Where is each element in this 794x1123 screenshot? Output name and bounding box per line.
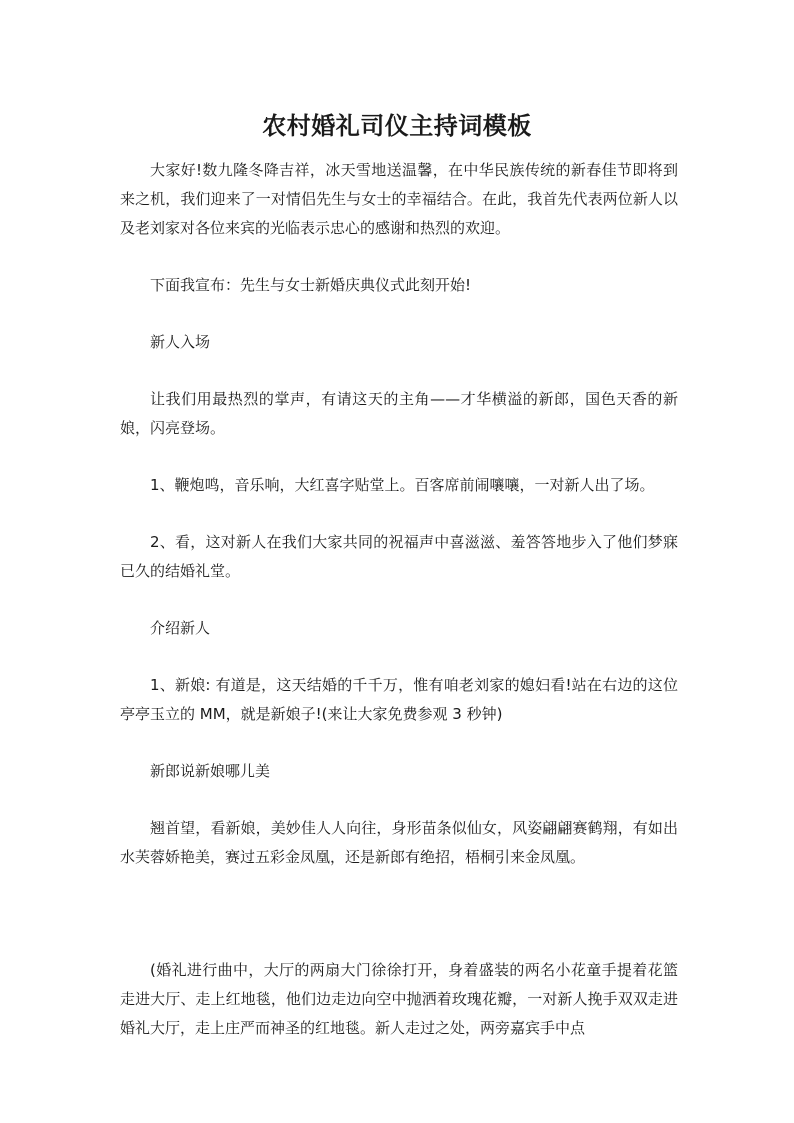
paragraph-spacer — [120, 729, 678, 757]
paragraph-entrance-invite: 让我们用最热烈的掌声，有请这天的主角——才华横溢的新郎，国色天香的新娘，闪亮登场。 — [120, 390, 678, 437]
paragraph-entrance-2: 2、看，这对新人在我们大家共同的祝福声中喜滋滋、羞答答地步入了他们梦寐已久的结婚礼堂。 — [120, 533, 678, 580]
paragraph-spacer — [120, 586, 678, 614]
paragraph-spacer — [120, 786, 678, 814]
section-heading-introduction: 介绍新人 — [150, 619, 211, 637]
paragraph-entrance-1: 1、鞭炮鸣，音乐响，大红喜字贴堂上。百客席前闹嚷嚷，一对新人出了场。 — [150, 476, 655, 494]
paragraph-spacer — [120, 643, 678, 671]
paragraph-spacer-large — [120, 872, 678, 956]
section-heading-groom-praise: 新郎说新娘哪儿美 — [150, 762, 271, 780]
paragraph-spacer — [120, 500, 678, 528]
paragraph-spacer — [120, 243, 678, 271]
paragraph-spacer — [120, 357, 678, 385]
paragraph-spacer — [120, 300, 678, 328]
paragraph-announcement: 下面我宣布：先生与女士新婚庆典仪式此刻开始! — [150, 276, 472, 294]
paragraph-ceremony-march: (婚礼进行曲中，大厅的两扇大门徐徐打开，身着盛装的两名小花童手提着花篮走进大厅、走上红地毯，他们边走边向空中抛洒着玫瑰花瓣，一对新人挽手双双走进婚礼大厅，走上庄严而神圣的红地毯。新人走过之处，两旁嘉宾手中点 — [120, 961, 678, 1037]
paragraph-spacer — [120, 443, 678, 471]
paragraph-greeting: 大家好!数九隆冬降吉祥，冰天雪地送温馨，在中华民族传统的新春佳节即将到来之机，我们迎来了一对情侣先生与女士的幸福结合。在此，我首先代表两位新人以及老刘家对各位来宾的光临表示忠心的感谢和热烈的欢迎。 — [120, 161, 678, 237]
section-heading-entrance: 新人入场 — [150, 333, 211, 351]
document-title: 农村婚礼司仪主持词模板 — [262, 112, 532, 140]
paragraph-bride-praise: 翘首望，看新娘，美妙佳人人向往，身形苗条似仙女，风姿翩翩赛鹤翔，有如出水芙蓉娇艳美，赛过五彩金凤凰，还是新郎有绝招，梧桐引来金凤凰。 — [120, 819, 678, 866]
document-body — [120, 156, 678, 1043]
paragraph-introduce-bride: 1、新娘: 有道是，这天结婚的千千万，惟有咱老刘家的媳妇看!站在右边的这位亭亭玉立的 MM，就是新娘子!(来让大家免费参观 3 秒钟) — [120, 676, 678, 723]
